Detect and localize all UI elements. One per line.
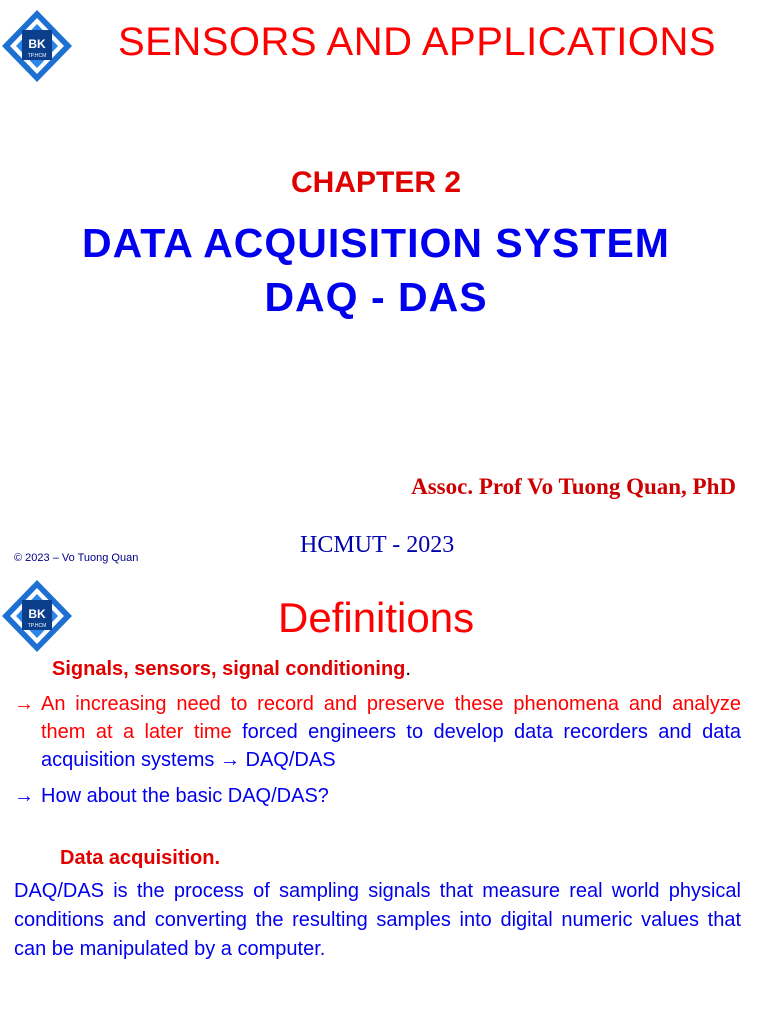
copyright-notice: © 2023 – Vo Tuong Quan bbox=[14, 552, 139, 564]
bullet-text-red: An increasing need to record and preserve these phenomena and analyze them at a later time bbox=[41, 693, 741, 743]
arrow-right-icon: → bbox=[14, 785, 34, 807]
daq-definition-paragraph: DAQ/DAS is the process of sampling signals that measure real world physical conditions and converting the resulting samples into digital numeric values that can be manipulated by a computer. bbox=[14, 880, 741, 960]
bk-logo bbox=[0, 578, 74, 654]
logo-subtext: TP.HCM bbox=[27, 53, 47, 59]
heading-signals-text: Signals, sensors, signal conditioning bbox=[52, 658, 406, 680]
bullet-text: How about the basic DAQ/DAS? bbox=[41, 785, 329, 807]
bk-logo bbox=[0, 8, 74, 84]
main-title-line-2: DAQ - DAS bbox=[264, 274, 488, 320]
author-name: Assoc. Prof Vo Tuong Quan, PhD bbox=[411, 474, 736, 499]
logo-subtext: TP.HCM bbox=[27, 623, 47, 629]
main-title-line-1: DATA ACQUISITION SYSTEM bbox=[82, 220, 670, 266]
slide-main-title bbox=[0, 216, 752, 324]
heading-signals-period: . bbox=[405, 658, 411, 680]
bullet-record-need bbox=[14, 690, 741, 774]
chapter-label: CHAPTER 2 bbox=[290, 166, 462, 199]
course-title: SENSORS AND APPLICATIONS bbox=[118, 20, 717, 64]
logo-text: BK bbox=[28, 607, 46, 621]
institution-year: HCMUT - 2023 bbox=[300, 532, 455, 558]
arrow-right-icon: → bbox=[14, 693, 34, 715]
logo-text: BK bbox=[28, 37, 46, 51]
bullet-text-blue: forced engineers to develop data recorders and data acquisition systems → DAQ/DAS bbox=[41, 721, 741, 771]
section-heading-signals bbox=[52, 658, 411, 681]
slide-title: Definitions bbox=[278, 594, 475, 641]
definitions-slide bbox=[0, 576, 768, 1024]
bullet-basic-daq bbox=[14, 782, 741, 810]
section-heading-data-acquisition: Data acquisition. bbox=[60, 847, 221, 869]
bullet-text bbox=[41, 690, 741, 774]
